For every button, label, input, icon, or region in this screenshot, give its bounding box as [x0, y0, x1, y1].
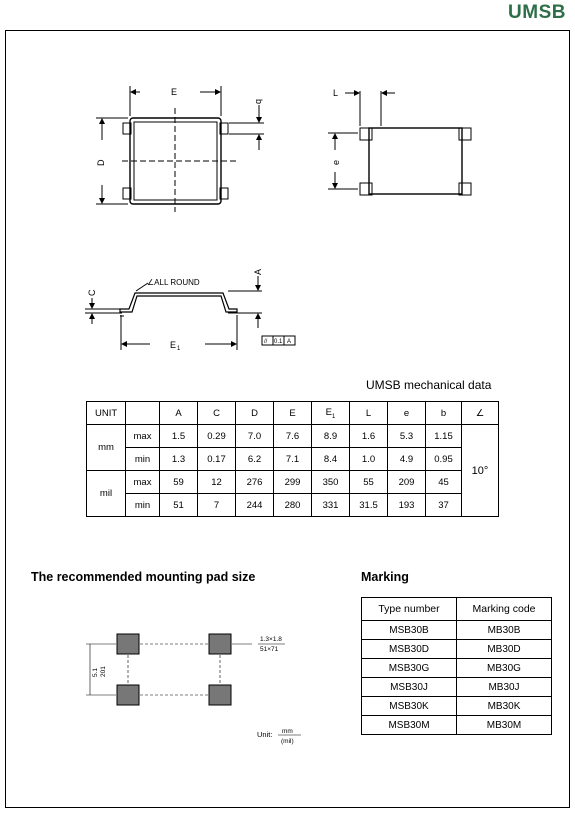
table-cell: 31.5 [350, 494, 388, 517]
type-cell: MSB30D [362, 640, 457, 659]
code-cell: MB30B [457, 621, 552, 640]
table-row [362, 678, 552, 697]
brand-title: UMSB [508, 2, 566, 23]
table-cell: 55 [350, 471, 388, 494]
table-cell: 331 [312, 494, 350, 517]
header-cell: UNIT [87, 402, 126, 425]
dim-E1-subscript: 1 [177, 346, 181, 352]
type-cell: MSB30G [362, 659, 457, 678]
dim-E1-label: E [170, 340, 177, 350]
dim-D-label: D [96, 159, 106, 166]
header-cell: E [274, 402, 312, 425]
table-cell: 0.29 [198, 425, 236, 448]
table-row [362, 697, 552, 716]
table-cell: 7 [198, 494, 236, 517]
all-round-note: ∠ALL ROUND [147, 278, 200, 287]
tolerance-value: 0.1 [274, 339, 283, 345]
mounting-pad-title: The recommended mounting pad size [31, 570, 256, 584]
table-cell: 7.0 [236, 425, 274, 448]
dim-C-label: C [87, 289, 97, 296]
table-row [362, 640, 552, 659]
table-cell: 5.3 [388, 425, 426, 448]
angle-cell: 10° [462, 425, 499, 517]
pad-gap-mil: 201 [100, 666, 107, 677]
tolerance-datum: A [287, 339, 292, 345]
header-e1-subscript: 1 [332, 413, 336, 420]
code-cell: MB30D [457, 640, 552, 659]
table-cell: 12 [198, 471, 236, 494]
dim-e-label: e [331, 159, 341, 165]
marking-title: Marking [361, 570, 409, 584]
type-cell: MSB30M [362, 716, 457, 735]
tolerance-symbol: // [264, 339, 268, 345]
table-cell: 0.17 [198, 448, 236, 471]
header-e1: E [325, 406, 332, 418]
header-cell: b [426, 402, 462, 425]
table-cell: 193 [388, 494, 426, 517]
table-cell: 1.15 [426, 425, 462, 448]
table-row [362, 659, 552, 678]
header-cell: A [160, 402, 198, 425]
marking-table [361, 597, 552, 735]
table-cell: 51 [160, 494, 198, 517]
table-cell: 209 [388, 471, 426, 494]
dim-A-label: A [253, 268, 263, 275]
header-cell: ∠ [462, 402, 499, 425]
table-row [362, 716, 552, 735]
table-cell: 1.5 [160, 425, 198, 448]
type-number-header: Type number [362, 598, 457, 621]
table-cell: 1.3 [160, 448, 198, 471]
dim-E-label: E [171, 87, 178, 97]
code-cell: MB30K [457, 697, 552, 716]
table-cell: 8.4 [312, 448, 350, 471]
unit-mm: mm [282, 728, 293, 735]
table-cell: 59 [160, 471, 198, 494]
table-cell: 1.0 [350, 448, 388, 471]
row-kind: min [126, 448, 160, 471]
table-cell: 276 [236, 471, 274, 494]
type-cell: MSB30J [362, 678, 457, 697]
table-row [362, 621, 552, 640]
code-cell: MB30J [457, 678, 552, 697]
unit-mil-cell: mil [87, 471, 126, 517]
dim-L-label: L [333, 88, 339, 98]
header-cell: L [350, 402, 388, 425]
table-cell: 350 [312, 471, 350, 494]
header-cell: e [388, 402, 426, 425]
unit-label: Unit: [257, 730, 273, 739]
type-cell: MSB30B [362, 621, 457, 640]
header-cell: C [198, 402, 236, 425]
table-cell: 244 [236, 494, 274, 517]
mechanical-data-title: UMSB mechanical data [366, 378, 492, 392]
code-cell: MB30M [457, 716, 552, 735]
table-cell: 299 [274, 471, 312, 494]
row-kind: max [126, 471, 160, 494]
marking-header-row [362, 598, 552, 621]
type-cell: MSB30K [362, 697, 457, 716]
table-cell: 45 [426, 471, 462, 494]
marking-code-header: Marking code [457, 598, 552, 621]
table-cell: 7.1 [274, 448, 312, 471]
table-cell: 4.9 [388, 448, 426, 471]
table-cell: 1.6 [350, 425, 388, 448]
pad-size-mil: 51×71 [260, 646, 279, 653]
pad-size-mm: 1.3×1.8 [260, 636, 282, 643]
row-kind: min [126, 494, 160, 517]
table-cell: 0.95 [426, 448, 462, 471]
dim-b-label: b [254, 99, 264, 105]
unit-mil: (mil) [281, 738, 294, 745]
header-cell: D [236, 402, 274, 425]
row-kind: max [126, 425, 160, 448]
table-cell: 6.2 [236, 448, 274, 471]
table-cell: 37 [426, 494, 462, 517]
table-cell: 8.9 [312, 425, 350, 448]
code-cell: MB30G [457, 659, 552, 678]
unit-mm-cell: mm [87, 425, 126, 471]
pad-gap-mm: 5.1 [92, 667, 99, 677]
table-cell: 280 [274, 494, 312, 517]
table-cell: 7.6 [274, 425, 312, 448]
